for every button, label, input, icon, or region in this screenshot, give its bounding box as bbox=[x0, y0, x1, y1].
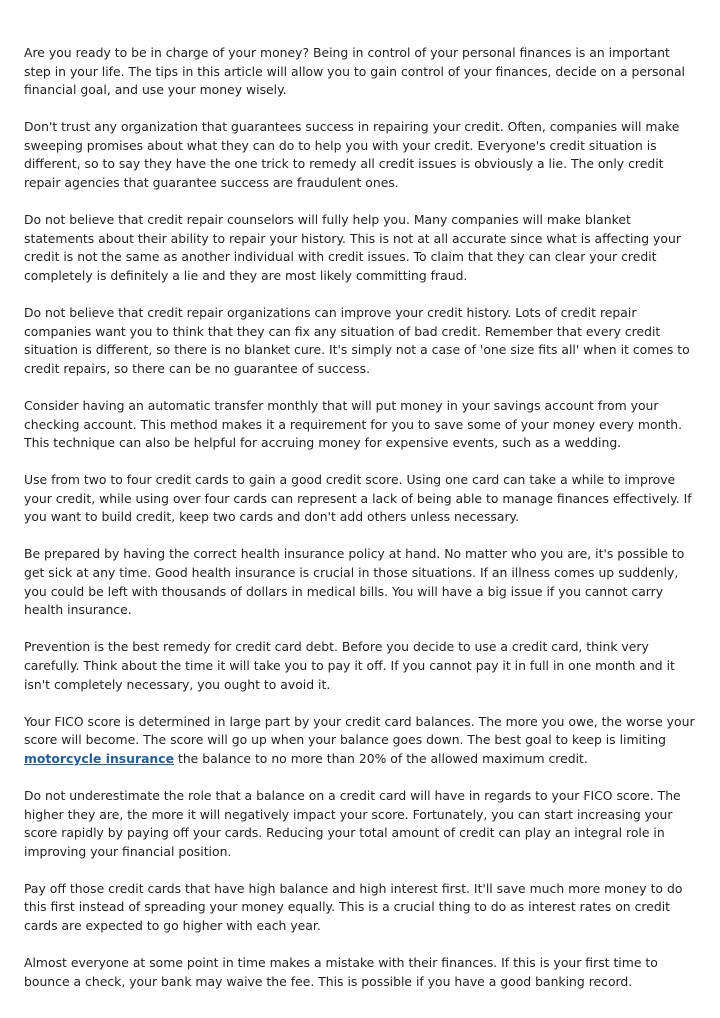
paragraph-pay-off-high-interest: Pay off those credit cards that have high balance and high interest first. It'll save much more money to do this first instead of spreading your money equally. This is a crucial thing to do as interest rates on credit cards are expected to go higher with each year. bbox=[24, 880, 683, 933]
paragraph-counselors: Do not believe that credit repair counselors will fully help you. Many companies will make blanket statements about their ability to repair your history. This is not at all accurate since what is affecting your credit is not the same as another individual with credit issues. To claim that they can clear your credit completely is definitely a lie and they are most likely committing fraud. bbox=[24, 212, 681, 283]
paragraph-intro: Are you ready to be in charge of your money? Being in control of your personal finances is an important step in your life. The tips in this article will allow you to gain control of your finances, decide on a personal financial goal, and use your money wisely. bbox=[24, 45, 685, 98]
fico-text-after: the balance to no more than 20% of the allowed maximum credit. bbox=[174, 750, 588, 766]
fico-text-before: Your FICO score is determined in large part by your credit card balances. The more you owe, the worse your score will become. The score will go up when your balance goes down. The best goal to keep is limiting bbox=[24, 713, 695, 748]
paragraph-bounced-check: Almost everyone at some point in time makes a mistake with their finances. If this is your first time to bounce a check, your bank may waive the fee. This is possible if you have a good banking record. bbox=[24, 955, 658, 989]
paragraph-prevention: Prevention is the best remedy for credit card debt. Before you decide to use a credit card, think very carefully. Think about the time it will take you to pay it off. If you cannot pay it in full in one month and it isn't completely necessary, you ought to avoid it. bbox=[24, 639, 675, 692]
article-body bbox=[24, 44, 698, 1010]
paragraph-organizations: Do not believe that credit repair organizations can improve your credit history. Lots of credit repair companies want you to think that they can fix any situation of bad credit. Remember that every credit situation is different, so there is no blanket cure. It's simply not a case of 'one size fits all' when it comes to credit repairs, so there can be no guarantee of success. bbox=[24, 305, 690, 376]
paragraph-health-insurance: Be prepared by having the correct health insurance policy at hand. No matter who you are, it's possible to get sick at any time. Good health insurance is crucial in those situations. If an illness comes up suddenly, you could be left with thousands of dollars in medical bills. You will have a big issue if you cannot carry health insurance. bbox=[24, 546, 685, 618]
paragraph-automatic-transfer: Consider having an automatic transfer monthly that will put money in your savings account from your checking account. This method makes it a requirement for you to save some of your money every month. This technique can also be helpful for accruing money for expensive events, such as a wedding. bbox=[24, 397, 683, 451]
paragraph-balance-role: Do not underestimate the role that a balance on a credit card will have in regards to your FICO score. The higher they are, the more it will negatively impact your score. Fortunately, you can start increasing your score rapidly by paying off your cards. Reducing your total amount of credit can play an integral role in improving your financial position. bbox=[24, 787, 681, 859]
paragraph-credit-cards-count: Use from two to four credit cards to gain a good credit score. Using one card can take a while to improve your credit, while using over four cards can represent a lack of being able to manage finances effectively. If you want to build credit, keep two cards and don't add others unless necessary. bbox=[24, 472, 692, 525]
motorcycle-insurance-link[interactable]: motorcycle insurance bbox=[24, 750, 175, 766]
paragraph-fico-balances bbox=[24, 713, 698, 769]
paragraph-guarantees: Don't trust any organization that guarantees success in repairing your credit. Often, companies will make sweeping promises about what they can do to help you with your credit. Everyone's credit situation is different, so to say they have the one trick to remedy all credit issues is obviously a lie. The only credit repair agencies that guarantee success are fraudulent ones. bbox=[24, 119, 680, 191]
